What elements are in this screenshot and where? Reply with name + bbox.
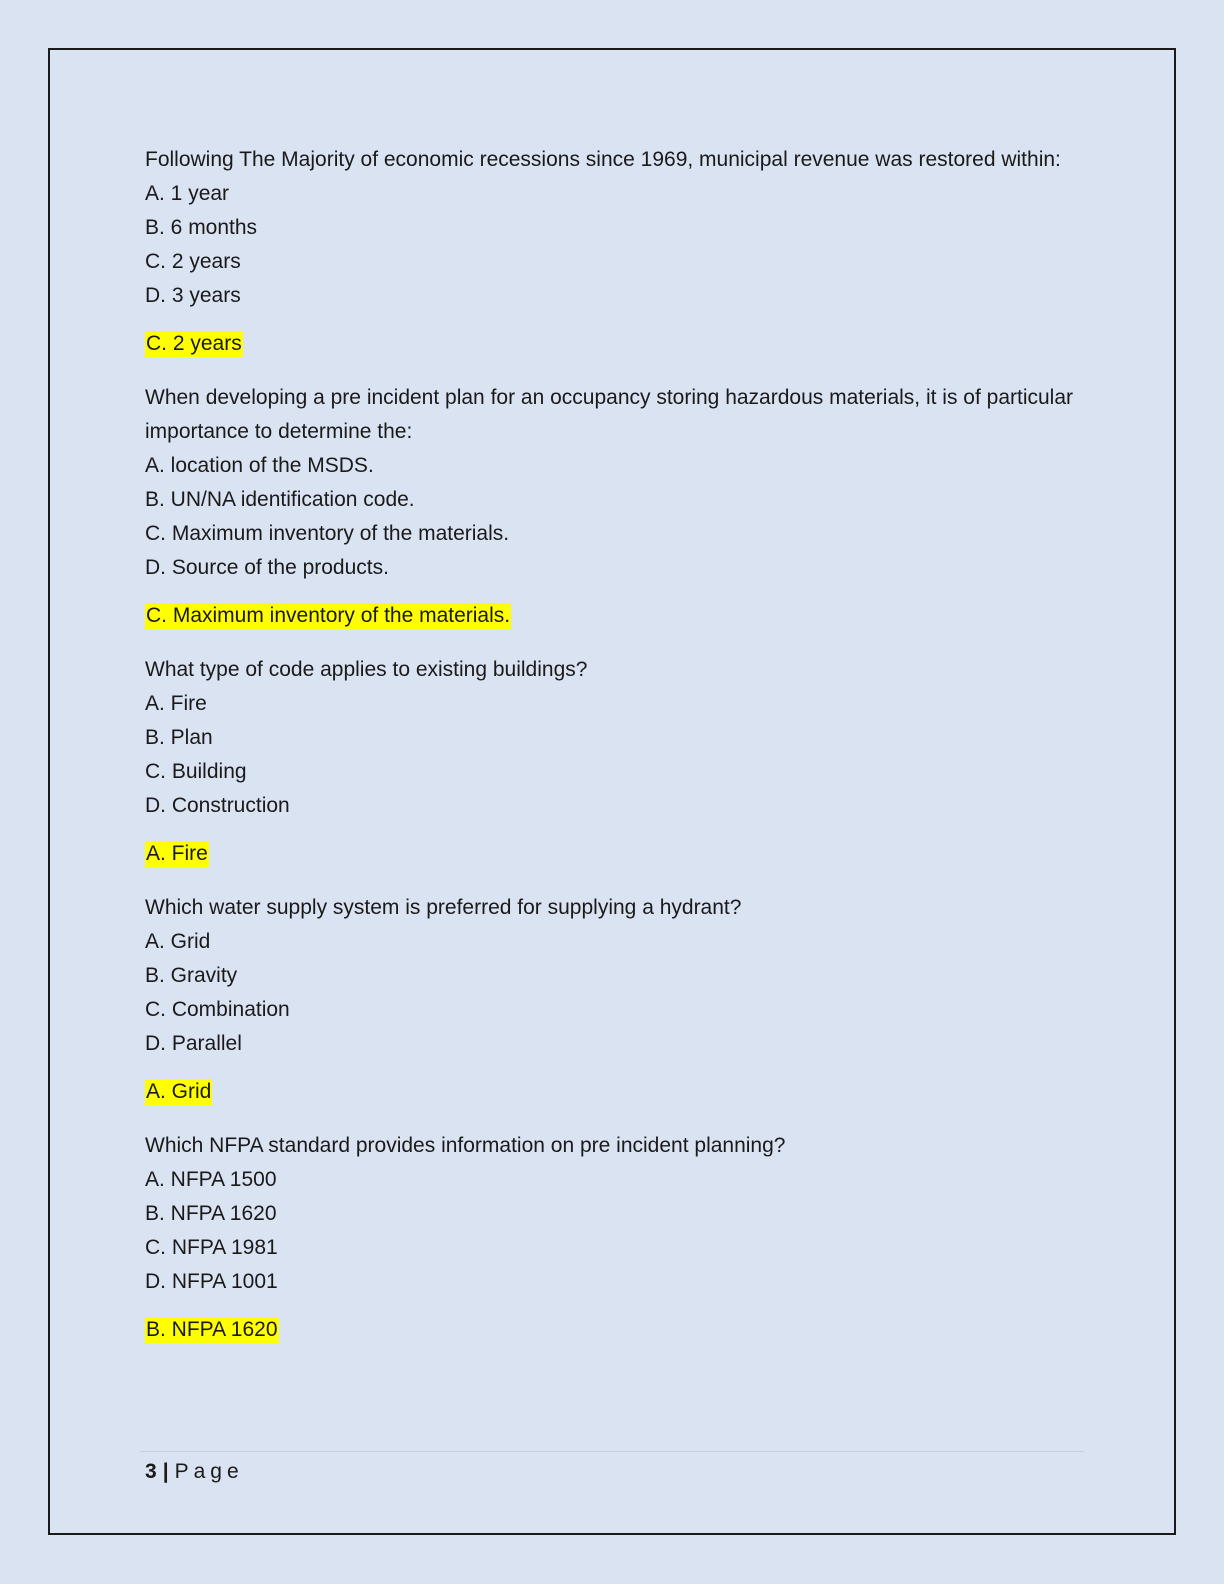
page-label: Page <box>174 1460 244 1483</box>
option-d: D. NFPA 1001 <box>145 1270 278 1293</box>
option-a: A. location of the MSDS. <box>145 454 374 477</box>
option-c: C. 2 years <box>145 250 241 273</box>
question-text: What type of code applies to existing buildings? <box>145 658 588 681</box>
question-5 <box>145 1129 1085 1353</box>
page-footer <box>145 1457 244 1487</box>
option-d: D. Construction <box>145 794 290 817</box>
question-text: Which NFPA standard provides information on pre incident planning? <box>145 1134 786 1157</box>
option-a: A. Grid <box>145 930 211 953</box>
option-a: A. 1 year <box>145 182 230 205</box>
option-b: B. NFPA 1620 <box>145 1202 277 1225</box>
highlighted-answer: C. 2 years <box>146 332 242 355</box>
document-body <box>145 143 1085 1367</box>
question-text: When developing a pre incident plan for an occupancy storing hazardous materials, it is of particular importance to determine the: <box>145 386 1074 443</box>
footer-separator: | <box>162 1460 169 1483</box>
option-b: B. Gravity <box>145 964 238 987</box>
page-number: 3 <box>145 1460 157 1483</box>
option-a: A. NFPA 1500 <box>145 1168 277 1191</box>
option-b: B. 6 months <box>145 216 258 239</box>
option-c: C. Maximum inventory of the materials. <box>145 522 510 545</box>
question-text: Following The Majority of economic recessions since 1969, municipal revenue was restored within: <box>145 148 1061 171</box>
question-1 <box>145 143 1085 367</box>
question-text: Which water supply system is preferred for supplying a hydrant? <box>145 896 742 919</box>
option-c: C. Combination <box>145 998 290 1021</box>
footer-divider <box>140 1451 1084 1452</box>
option-d: D. 3 years <box>145 284 241 307</box>
highlighted-answer: A. Fire <box>146 842 208 865</box>
option-d: D. Parallel <box>145 1032 242 1055</box>
highlighted-answer: B. NFPA 1620 <box>146 1318 278 1341</box>
option-b: B. Plan <box>145 726 213 749</box>
option-c: C. Building <box>145 760 247 783</box>
question-2 <box>145 381 1085 639</box>
option-c: C. NFPA 1981 <box>145 1236 278 1259</box>
question-3 <box>145 653 1085 877</box>
highlighted-answer: C. Maximum inventory of the materials. <box>146 604 511 627</box>
option-d: D. Source of the products. <box>145 556 389 579</box>
highlighted-answer: A. Grid <box>146 1080 212 1103</box>
option-b: B. UN/NA identification code. <box>145 488 415 511</box>
question-4 <box>145 891 1085 1115</box>
option-a: A. Fire <box>145 692 207 715</box>
